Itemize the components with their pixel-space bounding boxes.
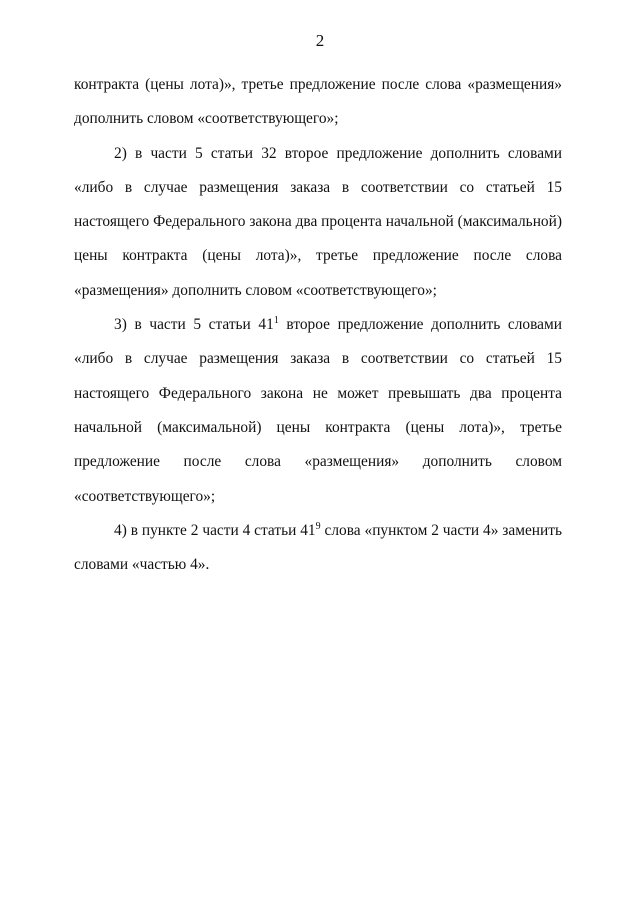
paragraph-continuation: контракта (цены лота)», третье предложение после слова «размещения» дополнить словом «соответствующего»;	[74, 76, 562, 128]
item-4-text-start: 4) в пункте 2 части 4 статьи 41	[114, 521, 316, 539]
item-4-superscript: 9	[315, 520, 321, 532]
paragraph-item-2: 2) в части 5 статьи 32 второе предложение дополнить словами «либо в случае размещения заказа в соответствии со статьей 15 настоящего Федерального закона два процента начальной (максимальной) цены контракта (цены лота)», третье предложение после слова «размещения» дополнить словом «соответствующего»;	[74, 144, 562, 299]
paragraph-item-4	[74, 514, 562, 583]
item-3-superscript: 1	[273, 315, 279, 327]
item-3-text-start: 3) в части 5 статьи 41	[114, 316, 274, 334]
item-3-text-end: второе предложение дополнить словами «либо в случае размещения заказа в соответствии со статьей 15 настоящего Федерального закона не может превышать два процента начальной (максимальной) цены контракта (цены лота)», третье предложение после слова «размещения» дополнить словом «соответствующего»;	[74, 316, 562, 505]
paragraph-item-3	[74, 308, 562, 514]
item-4-text-end: слова «пунктом 2 части 4» заменить словами «частью 4».	[74, 521, 563, 574]
document-body	[74, 68, 562, 582]
page-number: 2	[315, 31, 325, 50]
